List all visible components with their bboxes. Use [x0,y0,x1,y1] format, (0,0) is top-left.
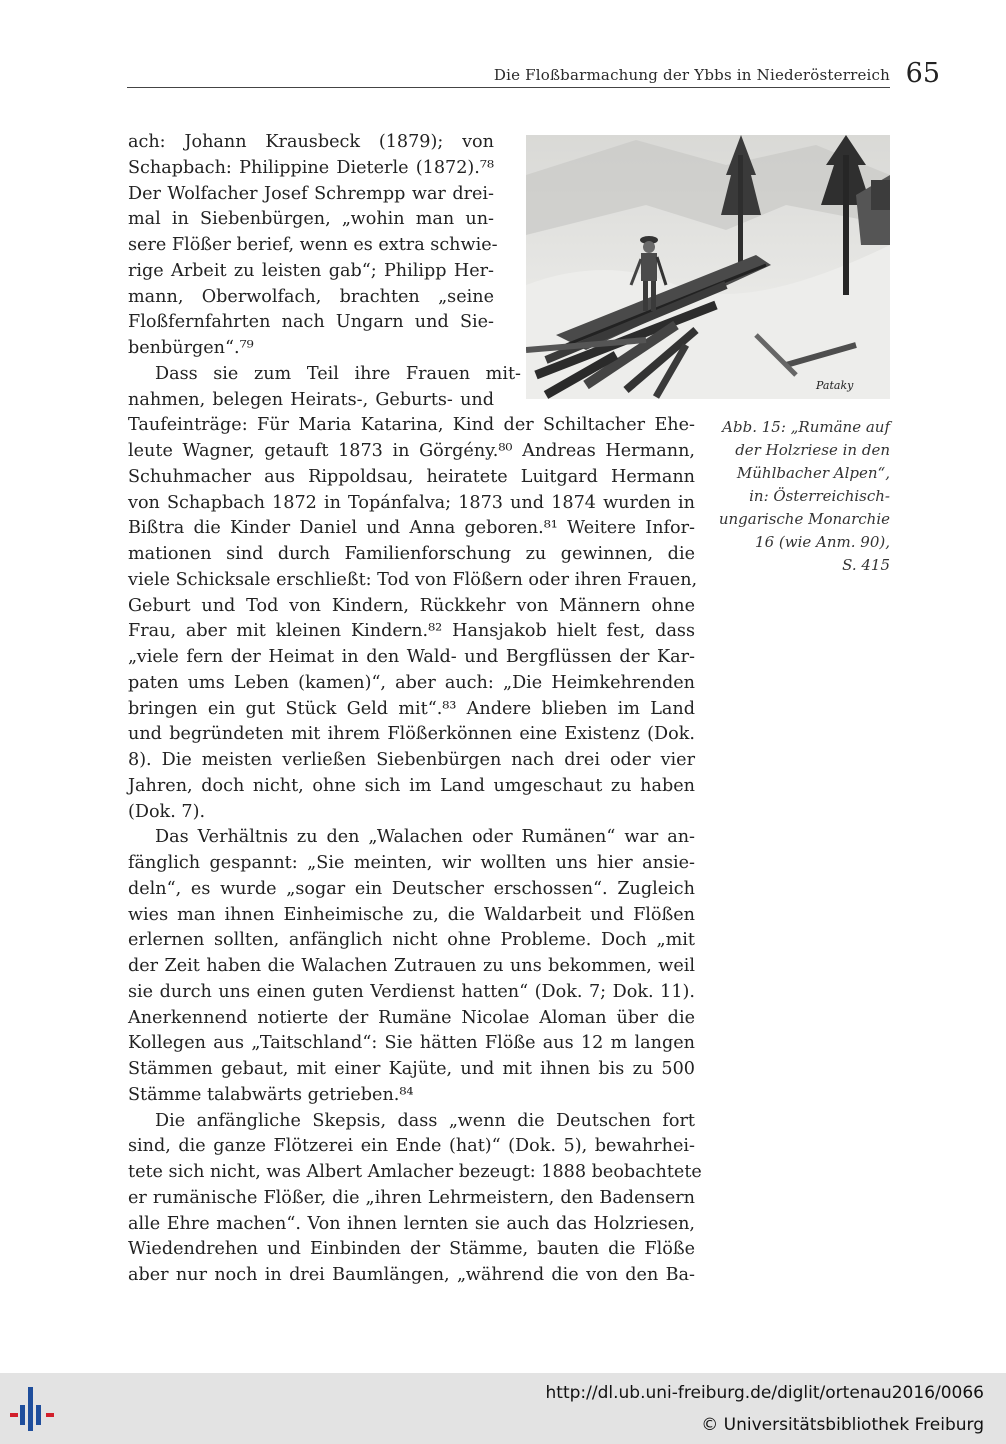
text-line: mal in Siebenbürgen, „wohin man un- [128,209,494,230]
text-line: Dass sie zum Teil ihre Frauen mit- [155,363,521,384]
caption-line: Abb. 15: „Rumäne auf [722,418,890,436]
text-line: paten ums Leben (kamen)“, aber auch: „Die Heimkehrenden [128,672,695,693]
text-line: Bißtra die Kinder Daniel und Anna geboren.⁸¹ Weitere Infor- [128,518,695,539]
footer-bar [0,1373,1006,1444]
text-line: erlernen sollten, anfänglich nicht ohne Probleme. Doch „mit [128,930,695,951]
text-line: bringen ein gut Stück Geld mit“.⁸³ Andere blieben im Land [128,698,695,719]
text-line: Schapbach: Philippine Dieterle (1872).⁷⁸ [128,157,494,178]
copyright-notice: © Universitätsbibliothek Freiburg [701,1415,984,1435]
caption-line: S. 415 [842,556,890,574]
text-line: benbürgen“.⁷⁹ [128,338,254,358]
text-line: Schuhmacher aus Rippoldsau, heiratete Luitgard Hermann [128,466,695,487]
header-rule [127,87,890,88]
page-number: 65 [905,58,940,89]
text-line: Die anfängliche Skepsis, dass „wenn die Deutschen fort [155,1110,695,1131]
text-line: Stämmen gebaut, mit einer Kajüte, und mit ihnen bis zu 500 [128,1059,695,1079]
running-title: Die Floßbarmachung der Ybbs in Niederösterreich [493,66,890,84]
caption-line: in: Österreichisch- [749,487,890,505]
text-line: sere Flößer berief, wenn es extra schwie- [128,235,498,255]
text-line: Kollegen aus „Taitschland“: Sie hätten Flöße aus 12 m langen [128,1033,695,1054]
text-line: mann, Oberwolfach, brachten „seine [128,286,494,307]
ub-freiburg-logo-icon[interactable] [10,1385,62,1433]
text-line: fänglich gespannt: „Sie meinten, wir wollten uns hier ansie- [128,853,695,873]
text-line: mationen sind durch Familienforschung zu gewinnen, die [128,544,695,564]
text-line: rige Arbeit zu leisten gab“; Philipp Her- [128,260,494,281]
body-text [128,130,702,1289]
artist-signature: Pataky [816,379,854,392]
caption-line: ungarische Monarchie [718,510,890,528]
text-line: sie durch uns einen guten Verdienst hatten“ (Dok. 7; Dok. 11). [128,981,695,1002]
text-line: Das Verhältnis zu den „Walachen oder Rumänen“ war an- [155,827,695,848]
text-line: Jahren, doch nicht, ohne sich im Land umgeschaut zu haben [128,775,695,796]
text-line: nahmen, belegen Heirats-, Geburts- und [128,389,494,410]
text-line: Anerkennend notierte der Rumäne Nicolae Aloman über die [128,1007,695,1028]
text-line: „viele fern der Heimat in den Wald- und Bergflüssen der Kar- [128,647,695,667]
text-line: tete sich nicht, was Albert Amlacher bezeugt: 1888 beobachtete [128,1162,702,1182]
caption-line: der Holzriese in den [735,441,890,459]
text-line: Der Wolfacher Josef Schrempp war drei- [128,183,494,204]
text-line: leute Wagner, getauft 1873 in Görgény.⁸⁰ Andreas Hermann, [128,441,695,461]
text-line: er rumänische Flößer, die „ihren Lehrmeistern, den Badensern [128,1187,695,1208]
text-line: Frau, aber mit kleinen Kindern.⁸² Hansjakob hielt fest, dass [128,621,695,642]
text-line: alle Ehre machen“. Von ihnen lernten sie auch das Holzriesen, [128,1213,695,1234]
text-line: sind, die ganze Flötzerei ein Ende (hat)“ (Dok. 5), bewahrhei- [128,1136,695,1157]
text-line: Wiedendrehen und Einbinden der Stämme, bauten die Flöße [128,1239,695,1260]
source-url-link[interactable]: http://dl.ub.uni-freiburg.de/diglit/ortenau2016/0066 [545,1383,984,1403]
figure-caption [712,416,890,577]
text-line: wies man ihnen Einheimische zu, die Waldarbeit und Flößen [128,904,695,925]
running-header [127,58,940,98]
text-line: von Schapbach 1872 in Topánfalva; 1873 und 1874 wurden in [128,492,695,513]
caption-line: 16 (wie Anm. 90), [755,533,890,551]
text-line: viele Schicksale erschließt: Tod von Flößern oder ihren Frauen, [128,569,698,590]
text-line: (Dok. 7). [128,801,206,822]
caption-line: Mühlbacher Alpen“, [736,464,890,482]
text-line: Stämme talabwärts getrieben.⁸⁴ [128,1084,414,1105]
text-line: Taufeinträge: Für Maria Katarina, Kind der Schiltacher Ehe- [128,415,695,436]
text-line: und begründeten mit ihrem Flößerkönnen eine Existenz (Dok. [128,724,695,745]
text-line: Geburt und Tod von Kindern, Rückkehr von Männern ohne [128,595,695,616]
text-line: Floßfernfahrten nach Ungarn und Sie- [128,312,494,333]
text-line: aber nur noch in drei Baumlängen, „während die von den Ba- [128,1265,695,1285]
text-line: deln“, es wurde „sogar ein Deutscher erschossen“. Zugleich [128,878,695,899]
text-line: ach: Johann Krausbeck (1879); von [128,132,494,152]
text-line: 8). Die meisten verließen Siebenbürgen nach drei oder vier [128,750,695,770]
text-line: der Zeit haben die Walachen Zutrauen zu uns bekommen, weil [128,956,695,976]
